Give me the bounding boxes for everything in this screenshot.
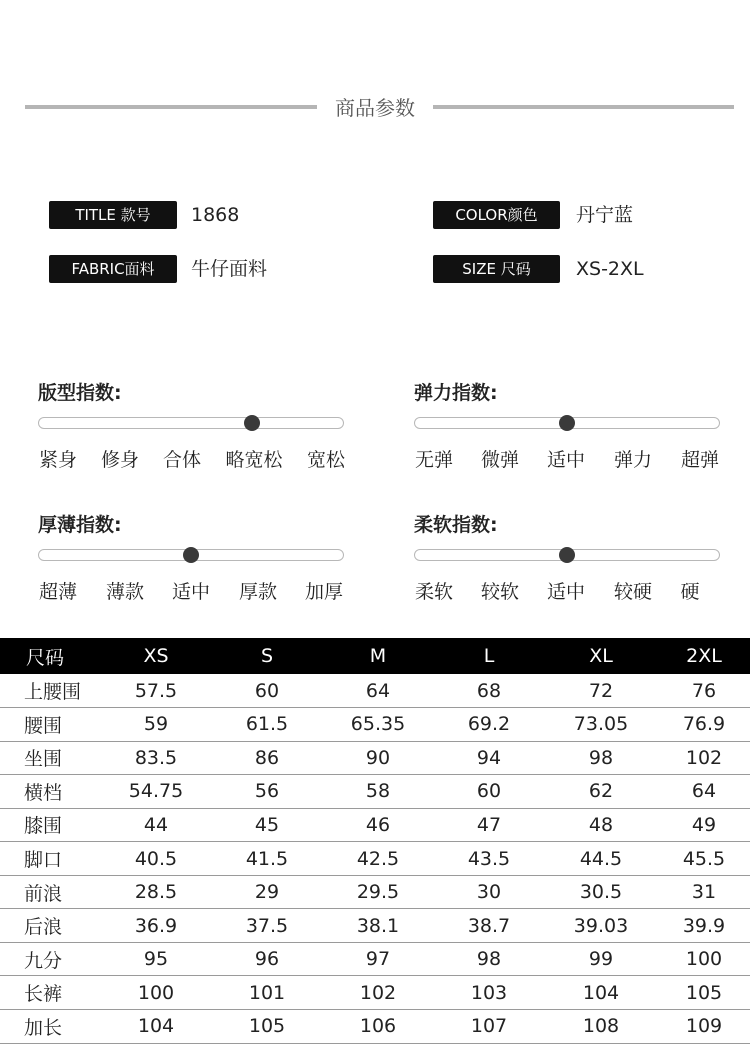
softness-option: 较软 bbox=[480, 581, 520, 603]
softness-option: 适中 bbox=[546, 581, 586, 603]
header-cell: M bbox=[322, 638, 434, 674]
table-cell: 38.7 bbox=[434, 909, 544, 943]
measurement-label: 后浪 bbox=[0, 909, 100, 943]
fit-option: 合体 bbox=[162, 449, 202, 471]
table-cell: 107 bbox=[434, 1009, 544, 1043]
table-cell: 29 bbox=[212, 875, 322, 909]
table-cell: 108 bbox=[544, 1009, 658, 1043]
table-row bbox=[0, 842, 750, 876]
measurement-label: 前浪 bbox=[0, 875, 100, 909]
measurement-label: 上腰围 bbox=[0, 674, 100, 708]
table-cell: 44 bbox=[100, 808, 212, 842]
fabric-tag: FABRIC面料 bbox=[49, 255, 177, 283]
measurement-label: 膝围 bbox=[0, 808, 100, 842]
thickness-option: 超薄 bbox=[38, 581, 78, 603]
table-cell: 28.5 bbox=[100, 875, 212, 909]
table-cell: 57.5 bbox=[100, 674, 212, 708]
softness-index-title: 柔软指数: bbox=[414, 514, 498, 536]
thickness-index-marker bbox=[183, 547, 199, 563]
table-cell: 103 bbox=[434, 976, 544, 1010]
fit-index bbox=[36, 378, 346, 488]
table-cell: 105 bbox=[658, 976, 750, 1010]
table-cell: 106 bbox=[322, 1009, 434, 1043]
divider-right bbox=[433, 105, 734, 109]
fit-index-track bbox=[38, 417, 344, 429]
table-cell: 97 bbox=[322, 942, 434, 976]
fit-option: 宽松 bbox=[306, 449, 346, 471]
fit-option: 修身 bbox=[100, 449, 140, 471]
elastic-index-title: 弹力指数: bbox=[414, 382, 498, 404]
elastic-option: 适中 bbox=[546, 449, 586, 471]
table-cell: 100 bbox=[658, 942, 750, 976]
title-value: 1868 bbox=[191, 204, 240, 226]
table-cell: 48 bbox=[544, 808, 658, 842]
table-cell: 37.5 bbox=[212, 909, 322, 943]
table-cell: 60 bbox=[434, 775, 544, 809]
table-row bbox=[0, 808, 750, 842]
header-cell: XL bbox=[544, 638, 658, 674]
fit-option: 紧身 bbox=[38, 449, 78, 471]
header-cell: 2XL bbox=[658, 638, 750, 674]
thickness-index-title: 厚薄指数: bbox=[38, 514, 122, 536]
info-title bbox=[49, 201, 349, 229]
table-cell: 60 bbox=[212, 674, 322, 708]
color-tag: COLOR颜色 bbox=[433, 201, 560, 229]
table-cell: 45 bbox=[212, 808, 322, 842]
table-row bbox=[0, 909, 750, 943]
softness-index bbox=[412, 510, 722, 620]
table-cell: 45.5 bbox=[658, 842, 750, 876]
table-cell: 72 bbox=[544, 674, 658, 708]
table-row bbox=[0, 708, 750, 742]
table-cell: 104 bbox=[544, 976, 658, 1010]
divider-left bbox=[25, 105, 317, 109]
elastic-option: 微弹 bbox=[480, 449, 520, 471]
table-row bbox=[0, 1009, 750, 1043]
table-cell: 30.5 bbox=[544, 875, 658, 909]
elastic-index-marker bbox=[559, 415, 575, 431]
fit-index-title: 版型指数: bbox=[38, 382, 122, 404]
table-cell: 76.9 bbox=[658, 708, 750, 742]
size-table bbox=[0, 638, 750, 1044]
table-cell: 99 bbox=[544, 942, 658, 976]
softness-index-marker bbox=[559, 547, 575, 563]
measurement-label: 加长 bbox=[0, 1009, 100, 1043]
measurement-label: 九分 bbox=[0, 942, 100, 976]
table-cell: 38.1 bbox=[322, 909, 434, 943]
table-cell: 105 bbox=[212, 1009, 322, 1043]
softness-option: 柔软 bbox=[414, 581, 454, 603]
table-cell: 102 bbox=[658, 741, 750, 775]
table-cell: 109 bbox=[658, 1009, 750, 1043]
table-cell: 98 bbox=[544, 741, 658, 775]
table-cell: 39.9 bbox=[658, 909, 750, 943]
table-cell: 102 bbox=[322, 976, 434, 1010]
size-tag: SIZE 尺码 bbox=[433, 255, 560, 283]
table-cell: 40.5 bbox=[100, 842, 212, 876]
table-cell: 62 bbox=[544, 775, 658, 809]
table-cell: 58 bbox=[322, 775, 434, 809]
measurement-label: 腰围 bbox=[0, 708, 100, 742]
measurement-label: 长裤 bbox=[0, 976, 100, 1010]
table-cell: 104 bbox=[100, 1009, 212, 1043]
table-cell: 83.5 bbox=[100, 741, 212, 775]
title-tag: TITLE 款号 bbox=[49, 201, 177, 229]
thickness-index bbox=[36, 510, 346, 620]
header-cell: XS bbox=[100, 638, 212, 674]
measurement-label: 横档 bbox=[0, 775, 100, 809]
table-cell: 54.75 bbox=[100, 775, 212, 809]
table-cell: 64 bbox=[658, 775, 750, 809]
table-cell: 31 bbox=[658, 875, 750, 909]
table-row bbox=[0, 775, 750, 809]
table-cell: 49 bbox=[658, 808, 750, 842]
table-cell: 30 bbox=[434, 875, 544, 909]
thickness-option: 加厚 bbox=[304, 581, 344, 603]
table-cell: 42.5 bbox=[322, 842, 434, 876]
table-cell: 86 bbox=[212, 741, 322, 775]
table-cell: 69.2 bbox=[434, 708, 544, 742]
table-row bbox=[0, 741, 750, 775]
table-cell: 98 bbox=[434, 942, 544, 976]
color-value: 丹宁蓝 bbox=[576, 204, 634, 226]
table-cell: 68 bbox=[434, 674, 544, 708]
table-cell: 76 bbox=[658, 674, 750, 708]
elastic-option: 弹力 bbox=[613, 449, 653, 471]
table-cell: 47 bbox=[434, 808, 544, 842]
table-cell: 29.5 bbox=[322, 875, 434, 909]
measurement-label: 脚口 bbox=[0, 842, 100, 876]
elastic-option: 超弹 bbox=[680, 449, 720, 471]
info-fabric bbox=[49, 255, 349, 283]
header-cell: 尺码 bbox=[0, 638, 100, 674]
elastic-option: 无弹 bbox=[414, 449, 454, 471]
table-cell: 56 bbox=[212, 775, 322, 809]
size-table-header bbox=[0, 638, 750, 674]
thickness-option: 薄款 bbox=[105, 581, 145, 603]
table-cell: 64 bbox=[322, 674, 434, 708]
fabric-value: 牛仔面料 bbox=[191, 258, 268, 280]
softness-option: 硬 bbox=[680, 581, 700, 603]
table-cell: 61.5 bbox=[212, 708, 322, 742]
header-cell: L bbox=[434, 638, 544, 674]
table-cell: 101 bbox=[212, 976, 322, 1010]
fit-option: 略宽松 bbox=[225, 449, 283, 471]
table-row bbox=[0, 942, 750, 976]
table-cell: 73.05 bbox=[544, 708, 658, 742]
table-cell: 59 bbox=[100, 708, 212, 742]
table-cell: 94 bbox=[434, 741, 544, 775]
elastic-index bbox=[412, 378, 722, 488]
table-cell: 100 bbox=[100, 976, 212, 1010]
thickness-option: 适中 bbox=[171, 581, 211, 603]
table-cell: 41.5 bbox=[212, 842, 322, 876]
thickness-option: 厚款 bbox=[238, 581, 278, 603]
table-cell: 65.35 bbox=[322, 708, 434, 742]
table-row bbox=[0, 674, 750, 708]
table-row bbox=[0, 976, 750, 1010]
table-cell: 36.9 bbox=[100, 909, 212, 943]
table-cell: 96 bbox=[212, 942, 322, 976]
info-size bbox=[433, 255, 733, 283]
table-cell: 43.5 bbox=[434, 842, 544, 876]
table-cell: 39.03 bbox=[544, 909, 658, 943]
table-cell: 90 bbox=[322, 741, 434, 775]
section-header bbox=[0, 88, 750, 128]
info-color bbox=[433, 201, 733, 229]
table-cell: 95 bbox=[100, 942, 212, 976]
softness-option: 较硬 bbox=[613, 581, 653, 603]
size-value: XS-2XL bbox=[576, 258, 644, 280]
table-row bbox=[0, 875, 750, 909]
measurement-label: 坐围 bbox=[0, 741, 100, 775]
header-cell: S bbox=[212, 638, 322, 674]
table-cell: 46 bbox=[322, 808, 434, 842]
section-title: 商品参数 bbox=[335, 96, 415, 120]
table-cell: 44.5 bbox=[544, 842, 658, 876]
